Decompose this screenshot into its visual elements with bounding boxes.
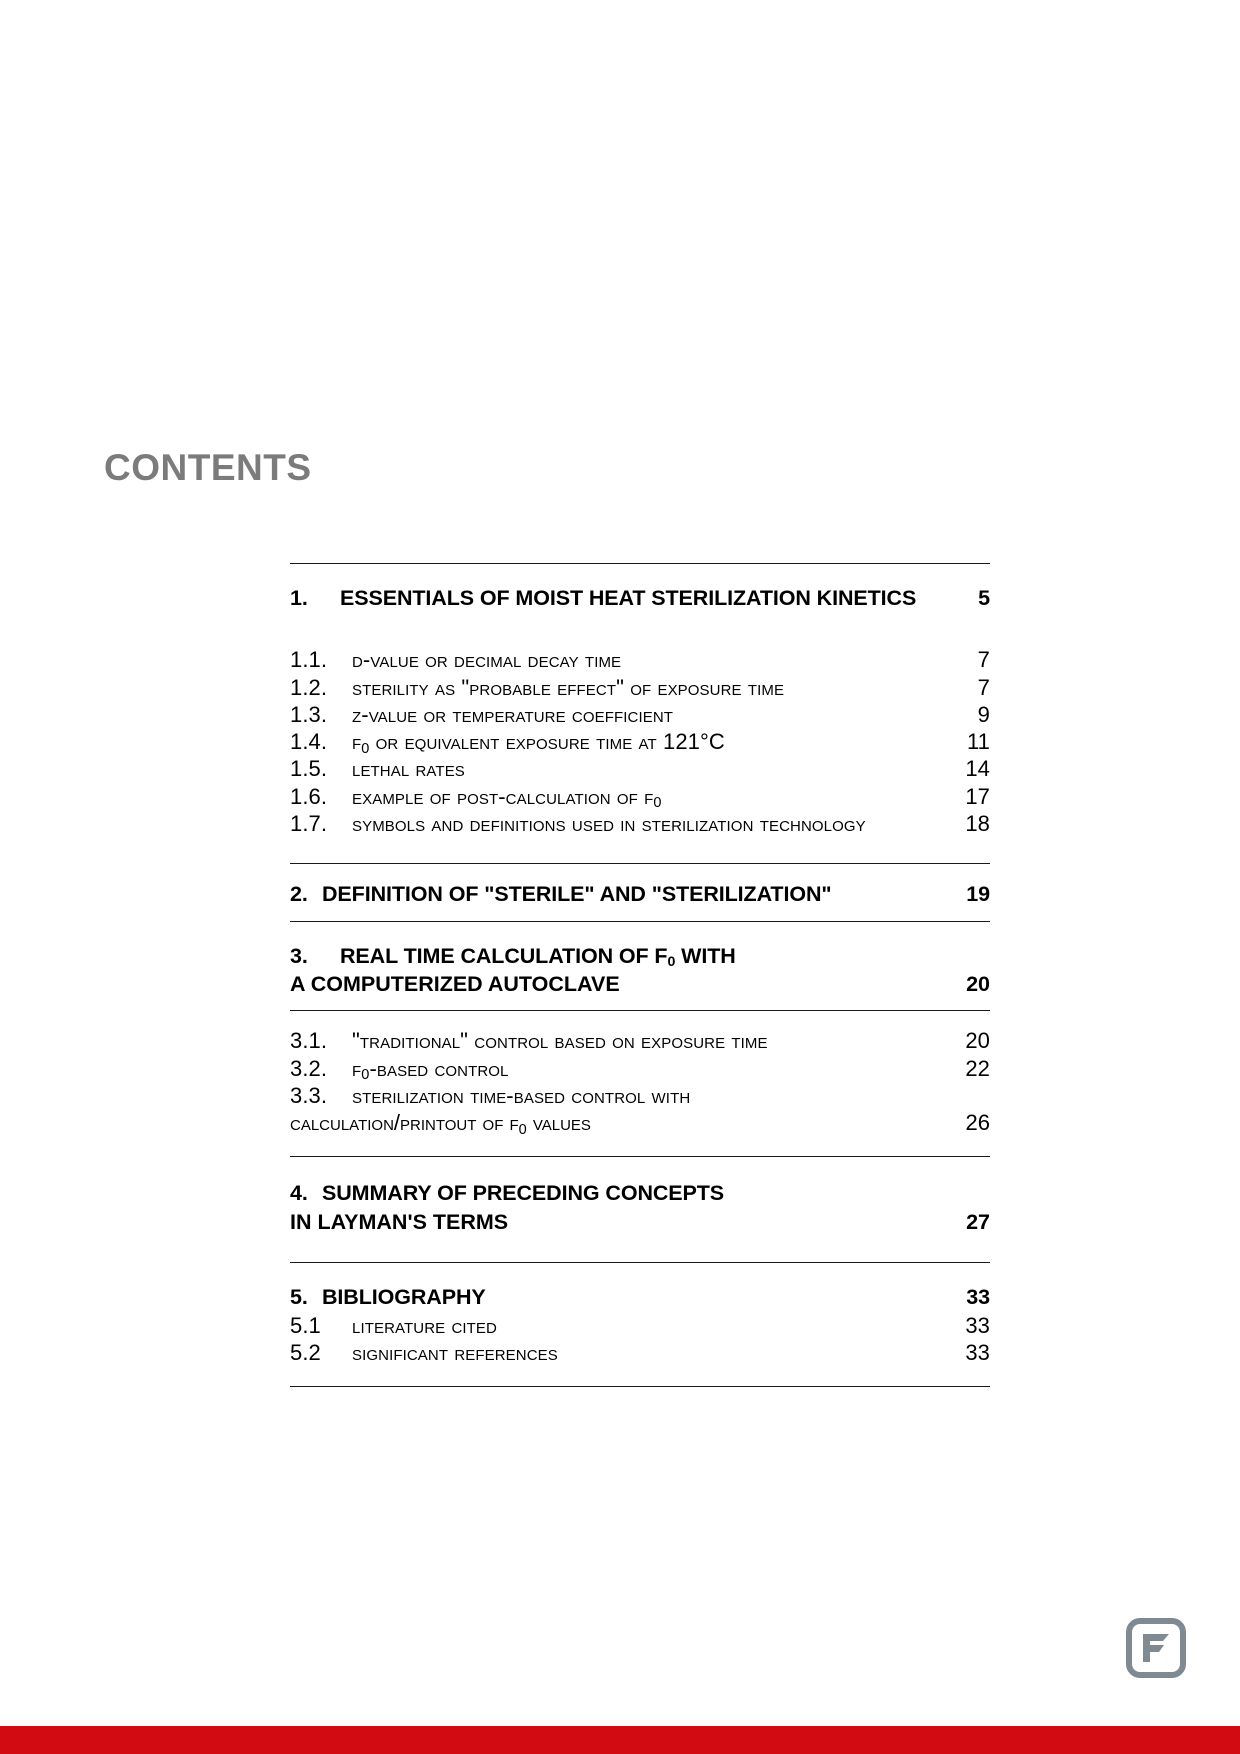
toc-entry-3-3-line2[interactable] [290,1109,990,1136]
section-number: 2. [290,882,308,907]
page-number: 7 [977,647,990,673]
page-number: 7 [977,674,990,700]
toc-entry-1-4[interactable] [290,728,990,755]
item-number: 5.1 [290,1312,321,1338]
item-number: 3.3. [290,1082,328,1108]
page-number: 33 [965,1339,990,1365]
item-title: $f_0$ or equivalent exposure time at 121°C [352,729,725,757]
toc-entry-section-4-line2[interactable] [290,1208,990,1236]
toc-entry-1-1[interactable] [290,646,990,673]
page-number: 27 [966,1209,990,1234]
section-title: DEFINITION OF "STERILE" AND "STERILIZATION" [322,882,832,907]
item-title: example of post-calculation of $f_0$ [352,783,662,812]
item-number: 1.4. [290,729,328,755]
page-number: 5 [978,586,990,610]
item-title: sterility as "probable effect" of exposure time [352,674,785,700]
toc-entry-section-1[interactable] [290,584,990,612]
section-title: REAL TIME CALCULATION OF $F_0$ WITH [340,943,736,971]
logo-f-icon [1132,1624,1180,1672]
page-number: 11 [966,729,990,755]
toc-entry-section-3[interactable] [290,942,990,970]
page-title: contents [104,433,312,492]
page-number: 18 [965,810,990,836]
page-number: 19 [966,882,990,907]
item-title: z-value or temperature coefficient [352,701,674,727]
company-logo [1126,1618,1186,1678]
toc-entry-section-2[interactable] [290,880,990,908]
toc-entry-1-7[interactable] [290,810,990,837]
section-title: SUMMARY OF PRECEDING CONCEPTS [322,1181,725,1206]
section-number: 4. [290,1181,308,1206]
item-title: significant references [352,1339,558,1365]
toc-entry-5-2[interactable] [290,1339,990,1366]
toc-entry-1-5[interactable] [290,755,990,782]
item-number: 1.2. [290,674,328,700]
toc-entry-3-2[interactable] [290,1055,990,1082]
section-title-continued: A COMPUTERIZED AUTOCLAVE [290,971,620,996]
item-number: 1.6. [290,783,328,809]
page-number: 14 [965,756,990,782]
section-number: 1. [290,586,308,610]
item-number: 1.7. [290,810,328,836]
item-title: $f_0$-based control [352,1055,509,1084]
item-title: lethal rates [352,756,465,782]
page-number: 9 [977,701,990,727]
page-number: 26 [965,1110,990,1136]
page-number: 33 [965,1312,990,1338]
page-number: 17 [965,783,990,809]
toc-entry-5-1[interactable] [290,1312,990,1339]
item-number: 3.1. [290,1028,328,1054]
page-number: 20 [966,971,990,996]
item-title: d-value or decimal decay time [352,647,622,673]
section-number: 3. [290,943,308,968]
section-title-continued: IN LAYMAN'S TERMS [290,1209,509,1234]
item-number: 5.2 [290,1339,321,1365]
item-title: literature cited [352,1312,497,1338]
toc-entry-1-6[interactable] [290,783,990,810]
page-number: 33 [966,1285,990,1310]
toc-entry-1-3[interactable] [290,701,990,728]
section-divider [290,1386,990,1387]
toc-entry-1-2[interactable] [290,674,990,701]
item-title: "traditional" control based on exposure time [352,1028,768,1054]
page-number: 22 [965,1055,990,1081]
section-title: BIBLIOGRAPHY [322,1285,486,1310]
table-of-contents [290,563,990,1387]
section-number: 5. [290,1285,308,1310]
section-title: ESSENTIALS OF MOIST HEAT STERILIZATION KINETICS [340,586,917,610]
toc-entry-section-5[interactable] [290,1283,990,1311]
toc-entry-3-3[interactable] [290,1082,990,1109]
item-title-continued: calculation/printout of $f_0$ values [290,1110,591,1138]
item-number: 1.3. [290,701,328,727]
toc-entry-3-1[interactable] [290,1027,990,1054]
item-title: symbols and definitions used in sterilization technology [352,810,866,836]
page-number: 20 [965,1028,990,1054]
item-number: 1.1. [290,647,328,673]
item-title: sterilization time-based control with [352,1082,691,1108]
toc-entry-section-4[interactable] [290,1179,990,1207]
item-number: 1.5. [290,756,328,782]
item-number: 3.2. [290,1055,328,1081]
toc-entry-section-3-line2[interactable] [290,970,990,998]
footer-accent-bar [0,1726,1240,1754]
